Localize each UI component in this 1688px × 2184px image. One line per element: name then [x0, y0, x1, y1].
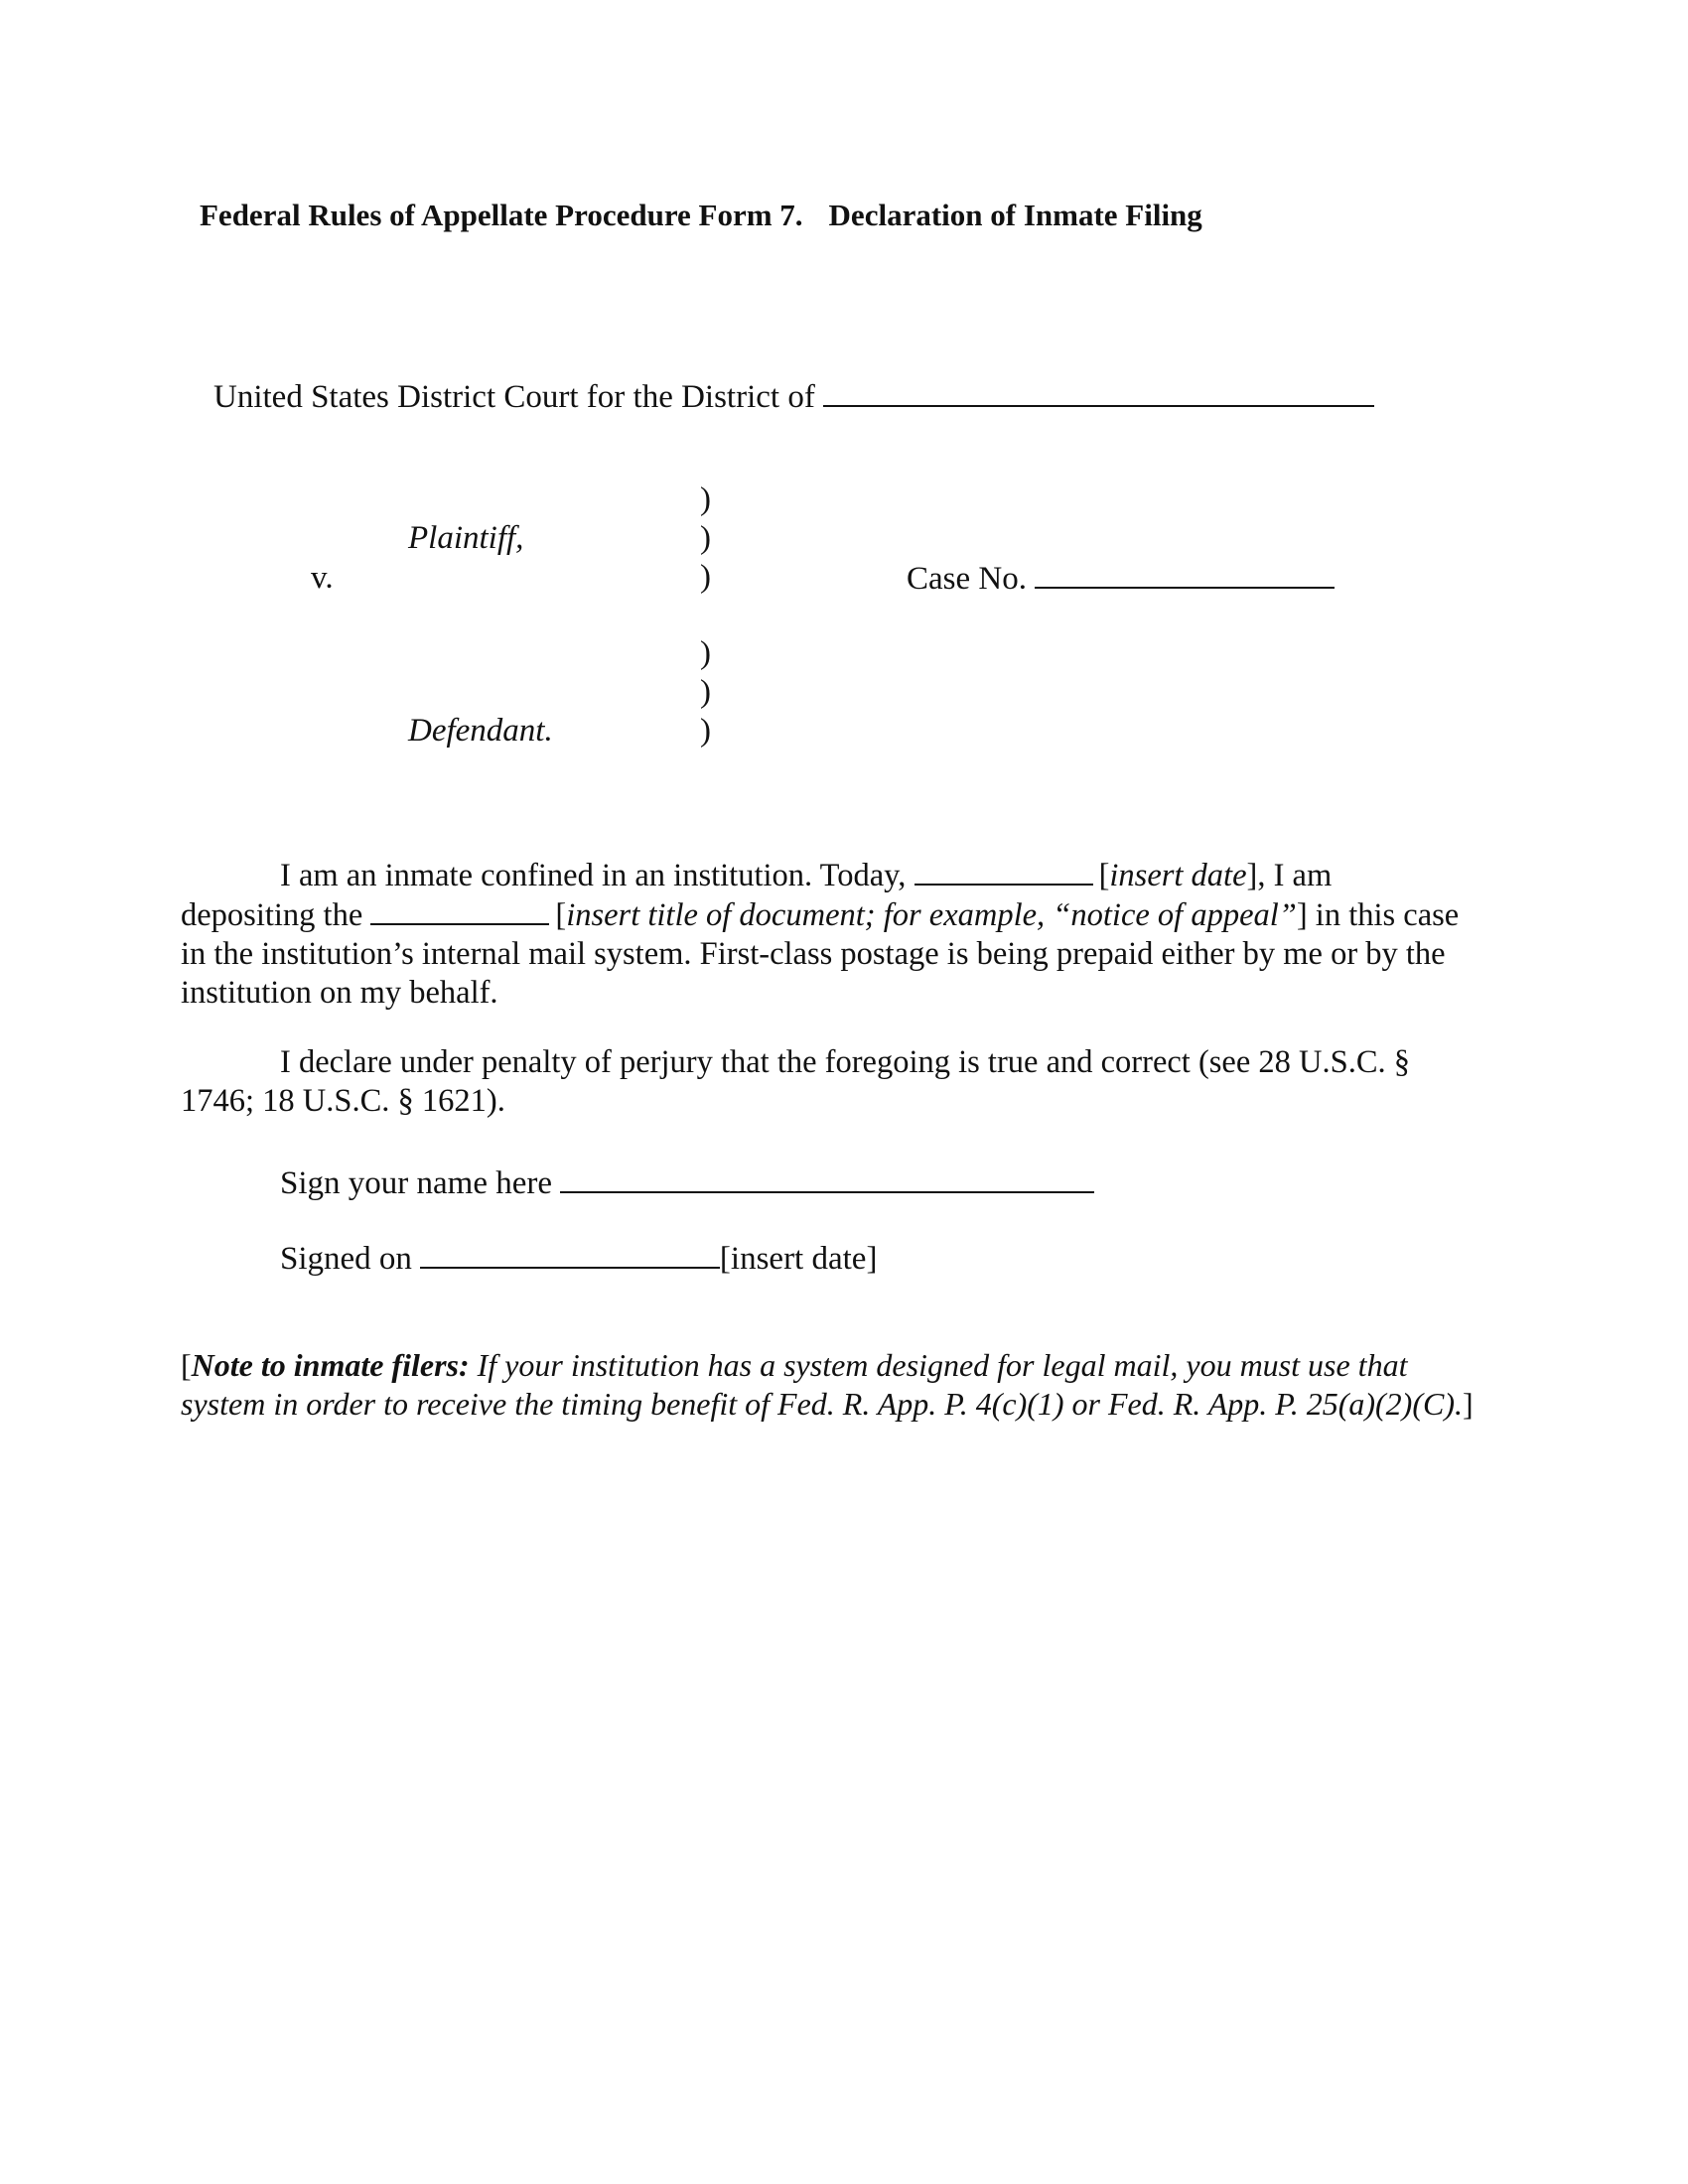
document-title-blank[interactable] — [370, 895, 549, 925]
district-blank[interactable] — [823, 377, 1374, 407]
title-form-name: Declaration of Inmate Filing — [828, 198, 1202, 232]
declaration-paragraph: I am an inmate confined in an institution. Today, [insert date], I am depositing the [insert title of document; for example, “notice of appeal”] in this case in the institution’s internal mail system. First-class postage is being prepaid either by me or by the institution on my behalf. — [181, 858, 1460, 1011]
title-form-number: Federal Rules of Appellate Procedure Form 7. — [200, 198, 803, 232]
note-to-filers: [Note to inmate filers: If your institution has a system designed for legal mail, you must use that system in order to receive the timing benefit of Fed. R. App. P. 4(c)(1) or Fed. R. App. P. 25(a)(2)(C).] — [181, 1347, 1474, 1422]
signed-on-line — [280, 1239, 877, 1278]
note-text: If your institution has a system designed for legal mail, you must use that system in order to receive the timing benefit of Fed. R. App. P. 4(c)(1) or Fed. R. App. P. 25(a)(2)(C). — [181, 1347, 1463, 1422]
case-number-blank[interactable] — [1035, 559, 1335, 589]
court-line — [213, 377, 1374, 416]
perjury-paragraph: I declare under penalty of perjury that the foregoing is true and correct (see 28 U.S.C. § 1746; 18 U.S.C. § 1621). — [181, 1044, 1410, 1119]
defendant-label: Defendant. — [408, 713, 553, 749]
case-number-label: Case No. — [907, 561, 1027, 597]
caption-paren: ) — [700, 559, 711, 595]
signature-blank[interactable] — [560, 1163, 1094, 1193]
case-number-line — [907, 559, 1335, 598]
caption-paren: ) — [700, 520, 711, 556]
signed-on-label: Signed on — [280, 1241, 412, 1277]
caption-paren: ) — [700, 674, 711, 710]
note-label: Note to inmate filers: — [191, 1347, 470, 1383]
page-title — [200, 198, 1202, 233]
signature-line — [280, 1163, 1094, 1202]
caption-paren: ) — [700, 635, 711, 671]
court-label: United States District Court for the District of — [213, 379, 815, 415]
versus-label: v. — [311, 560, 334, 596]
plaintiff-label: Plaintiff, — [408, 520, 524, 556]
date-blank[interactable] — [914, 856, 1093, 886]
caption-paren: ) — [700, 713, 711, 749]
signature-label: Sign your name here — [280, 1165, 553, 1201]
signed-on-suffix: [insert date] — [719, 1241, 878, 1277]
caption-paren: ) — [700, 481, 711, 517]
signed-on-blank[interactable] — [420, 1239, 720, 1269]
